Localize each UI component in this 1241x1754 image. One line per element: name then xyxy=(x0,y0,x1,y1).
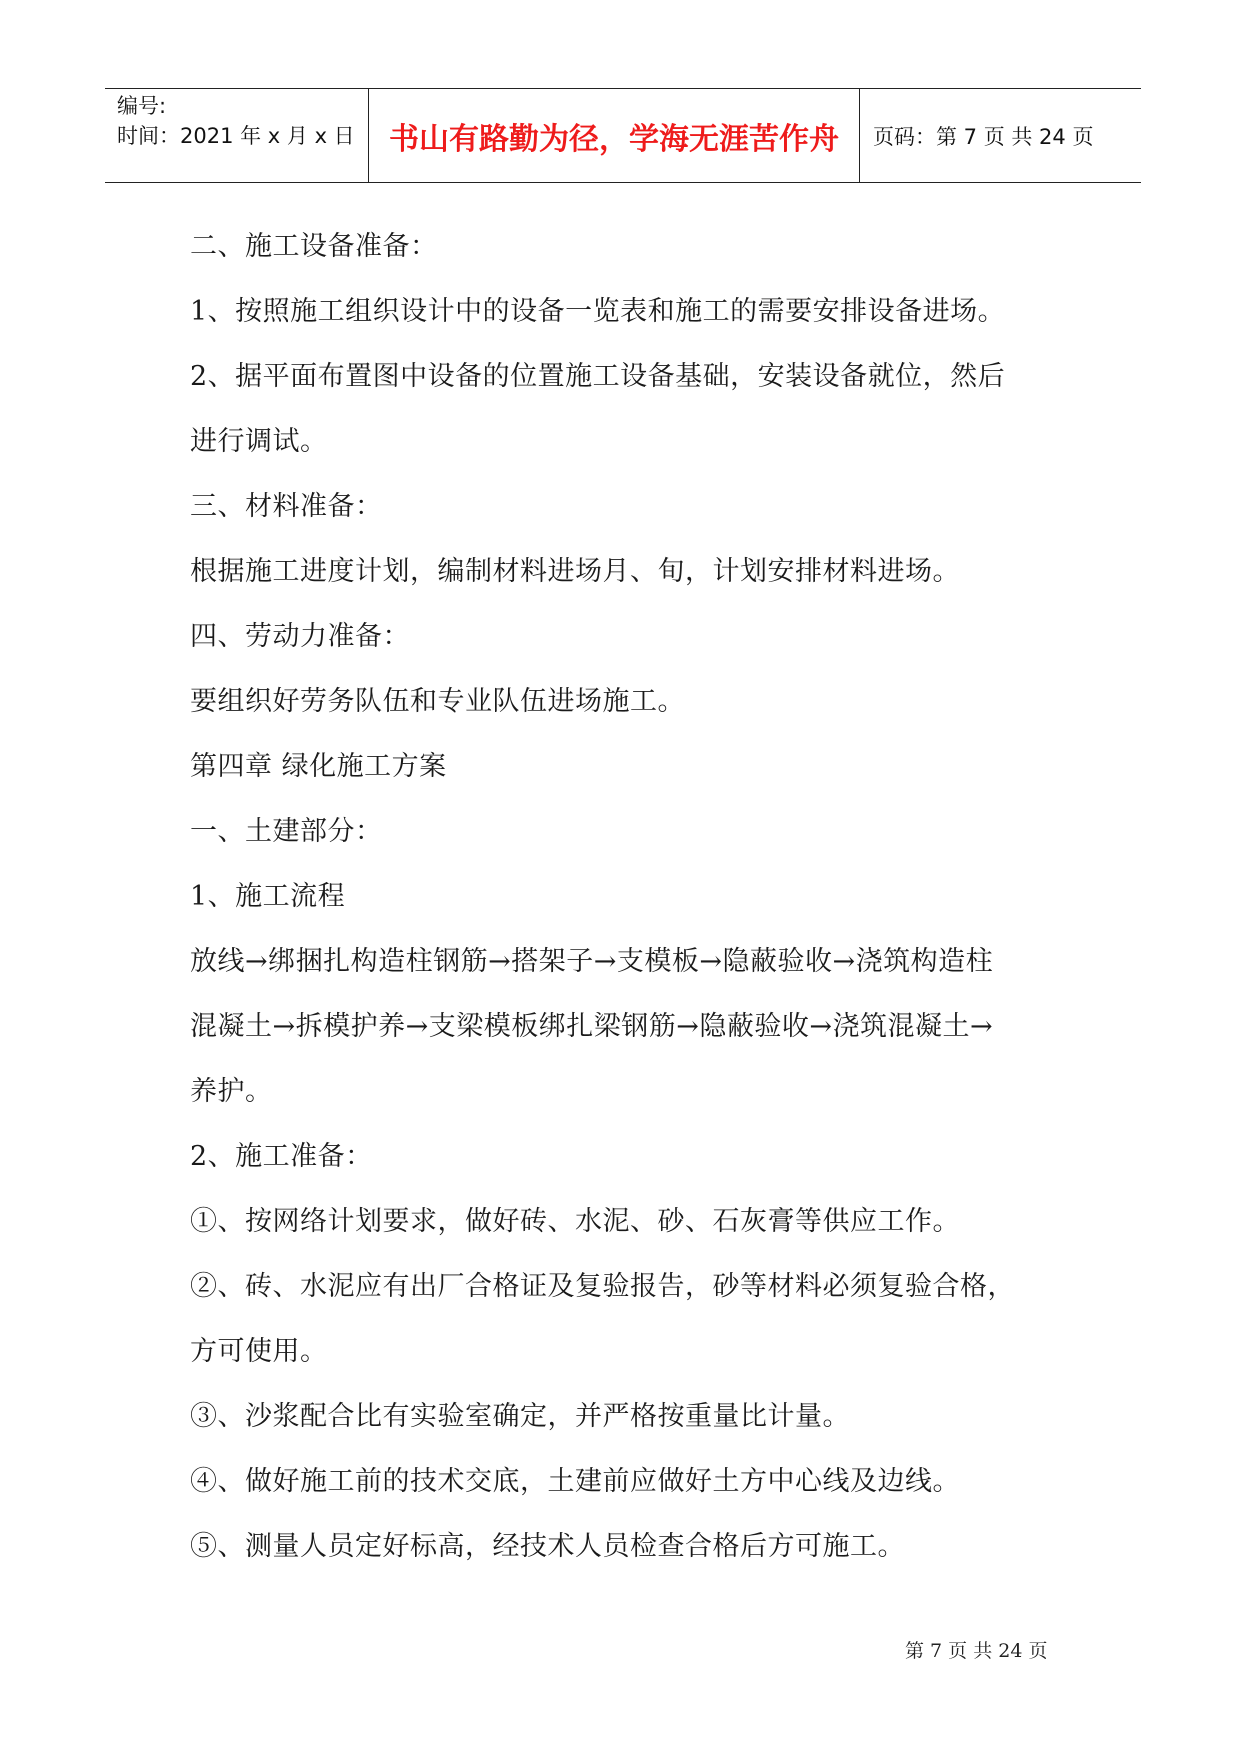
body-line: ③、沙浆配合比有实验室确定，并严格按重量比计量。 xyxy=(190,1401,850,1432)
document-body xyxy=(190,214,1070,1579)
body-line: 二、施工设备准备： xyxy=(190,231,438,262)
document-time-label: 时间：2021 年 x 月 x 日 xyxy=(117,124,355,148)
page-footer: 第 7 页 共 24 页 xyxy=(905,1640,1048,1662)
header-divider-right xyxy=(859,89,860,182)
body-line: 一、土建部分： xyxy=(190,816,383,847)
body-line: 三、材料准备： xyxy=(190,491,383,522)
page-header xyxy=(105,88,1141,183)
body-line: 2、施工准备： xyxy=(190,1141,373,1172)
body-line: 根据施工进度计划，编制材料进场月、旬，计划安排材料进场。 xyxy=(190,556,960,587)
body-line: 混凝土→拆模护养→支梁模板绑扎梁钢筋→隐蔽验收→浇筑混凝土→ xyxy=(190,1011,994,1042)
chapter-heading: 第四章 绿化施工方案 xyxy=(190,751,447,782)
body-line: ④、做好施工前的技术交底，土建前应做好土方中心线及边线。 xyxy=(190,1466,960,1497)
header-page-number: 页码：第 7 页 共 24 页 xyxy=(873,124,1094,149)
body-line: 方可使用。 xyxy=(190,1336,328,1367)
body-line: 四、劳动力准备： xyxy=(190,621,410,652)
body-line: 进行调试。 xyxy=(190,426,328,457)
body-line: ⑤、测量人员定好标高，经技术人员检查合格后方可施工。 xyxy=(190,1531,905,1562)
body-line: ②、砖、水泥应有出厂合格证及复验报告，砂等材料必须复验合格， xyxy=(190,1271,1015,1302)
header-meta xyxy=(117,91,355,151)
body-line: 1、施工流程 xyxy=(190,881,346,912)
document-number-label: 编号: xyxy=(117,94,167,118)
header-motto: 书山有路勤为径，学海无涯苦作舟 xyxy=(389,121,839,157)
body-line: 1、按照施工组织设计中的设备一览表和施工的需要安排设备进场。 xyxy=(190,296,1006,327)
body-line: 放线→绑捆扎构造柱钢筋→搭架子→支模板→隐蔽验收→浇筑构造柱 xyxy=(190,946,994,977)
body-line: 养护。 xyxy=(190,1076,273,1107)
body-line: ①、按网络计划要求，做好砖、水泥、砂、石灰膏等供应工作。 xyxy=(190,1206,960,1237)
body-line: 要组织好劳务队伍和专业队伍进场施工。 xyxy=(190,686,685,717)
body-line: 2、据平面布置图中设备的位置施工设备基础，安装设备就位，然后 xyxy=(190,361,1006,392)
